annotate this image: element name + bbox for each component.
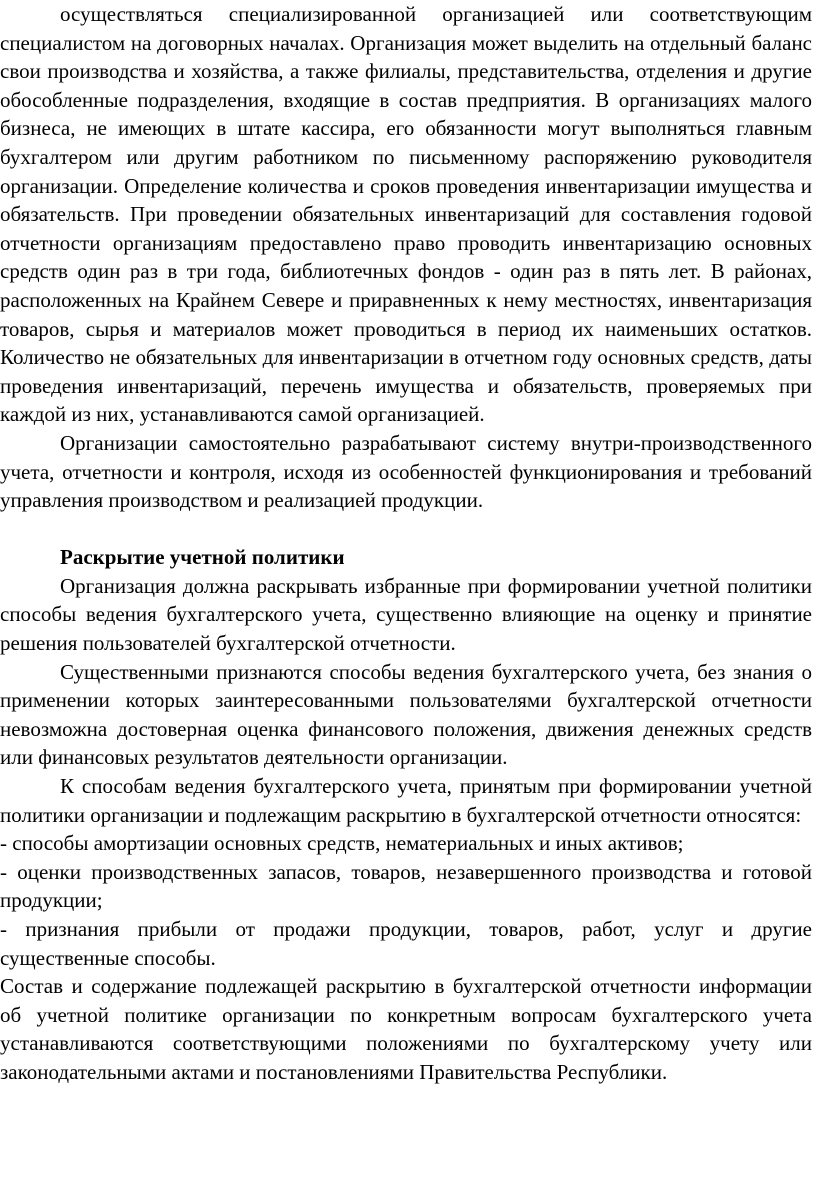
paragraph-closing: Состав и содержание подлежащей раскрытию в бухгалтерской отчетности информации об учетной политике организации по конкретным вопросам бухгалтерского учета устанавливаются соответствующими положениями по бухгалтерскому учету или законодательными актами и постановлениями Правительства Республики. [0,974,812,1084]
list-item: - признания прибыли от продажи продукции, товаров, работ, услуг и другие существенные способы. [0,917,812,970]
list-item: - оценки производственных запасов, товаров, незавершенного производства и готовой продукции; [0,859,812,913]
list-item: - способы амортизации основных средств, нематериальных и иных активов; [0,831,684,856]
paragraph-internal-accounting: Организации самостоятельно разрабатывают систему внутри-производственного учета, отчетности и контроля, исходя из особенностей функционирования и требований управления производством и реализацией продукции. [0,430,812,513]
paragraph-disclosure: Организация должна раскрывать избранные при формировании учетной политики способы ведения бухгалтерского учета, существенно влияющие на оценку и принятие решения пользователей бухгалтерской отчетности. [0,573,812,656]
section-heading: Раскрытие учетной политики [60,545,345,570]
paragraph-inventory: осуществляться специализированной организацией или соответствующим специалистом на договорных началах. Организация может выделить на отдельный баланс свои производства и хозяйства, а также филиалы, представительства, отделения и другие обособленные подразделения, входящие в состав предприятия. В организациях малого бизнеса, не имеющих в штате кассира, его обязанности могут выполняться главным бухгалтером или другим работником по письменному распоряжению руководителя организации. Определение количества и сроков проведения инвентаризации имущества и обязательств. При проведении обязательных инвентаризаций для составления годовой отчетности организациям предоставлено право проводить инвентаризацию основных средств один раз в три года, библиотечных фондов - один раз в пять лет. В районах, расположенных на Крайнем Севере и приравненных к нему местностях, инвентаризация товаров, сырья и материалов может проводиться в период их наименьших остатков. Количество не обязательных для инвентаризации в отчетном году основных средств, даты проведения инвентаризаций, перечень имущества и обязательств, проверяемых при каждой из них, устанавливаются самой организацией. [0,2,812,427]
paragraph-material-methods: Существенными признаются способы ведения бухгалтерского учета, без знания о применении которых заинтересованными пользователями бухгалтерской отчетности невозможна достоверная оценка финансового положения, движения денежных средств или финансовых результатов деятельности организации. [0,659,812,770]
paragraph-methods-list-intro: К способам ведения бухгалтерского учета, принятым при формировании учетной политики организации и подлежащим раскрытию в бухгалтерской отчетности относятся: [0,774,812,827]
